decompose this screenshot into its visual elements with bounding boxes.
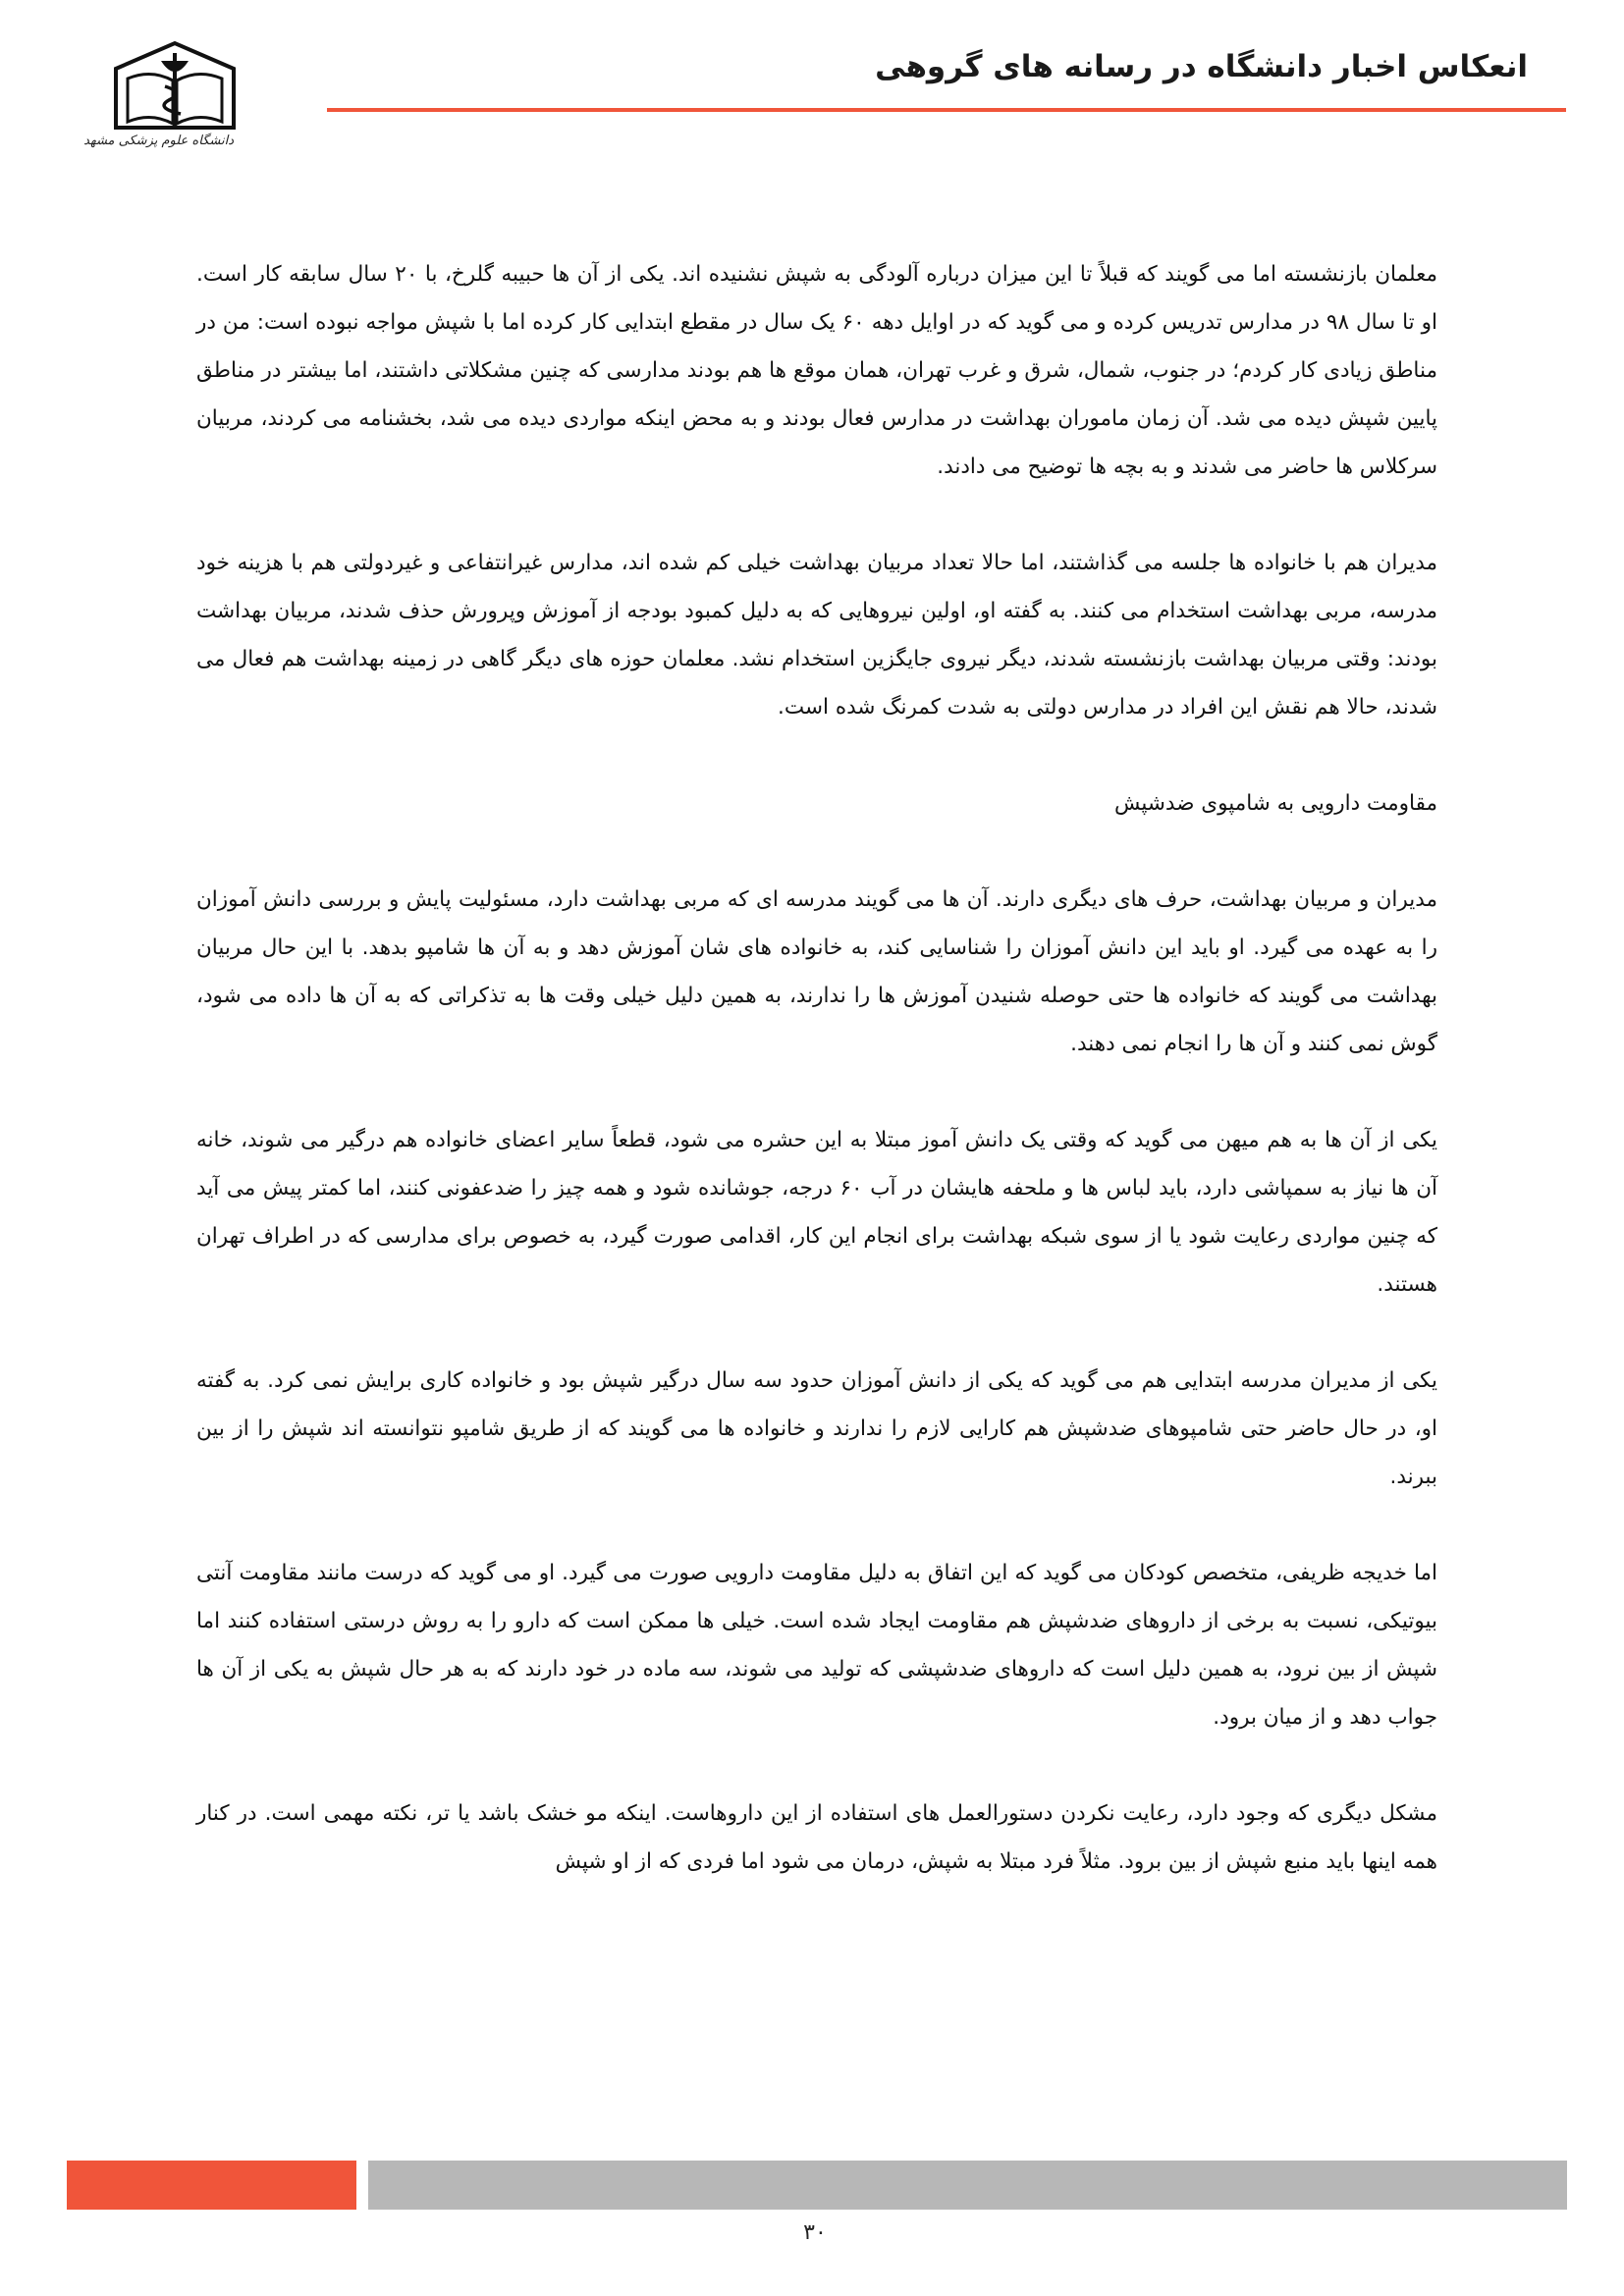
university-emblem-icon xyxy=(106,39,244,137)
paragraph: معلمان بازنشسته اما می گویند که قبلاً تا این میزان درباره آلودگی به شپش نشنیده اند. یکی از آن ها حبیبه گلرخ، با ۲۰ سال سابقه کار است. او تا سال ۹۸ در مدارس تدریس کرده و می گوید که در اوایل دهه ۶۰ یک سال در مقطع ابتدایی کار کرده اما با شپش مواجه نبوده است: من در مناطق زیادی کار کردم؛ در جنوب، شمال، شرق و غرب تهران، همان موقع ها هم بودند مدارسی که چنین مشکلاتی داشتند، اما بیشتر در مناطق پایین شپش دیده می شد. آن زمان ماموران بهداشت در مدارس فعال بودند و به محض اینکه مواردی دیده می شد، بخشنامه می کردند، مربیان سرکلاس ها حاضر می شدند و به بچه ها توضیح می دادند. xyxy=(196,262,1437,479)
footer-gray-bar xyxy=(368,2161,1567,2210)
paragraph: مشکل دیگری که وجود دارد، رعایت نکردن دستورالعمل های استفاده از این داروهاست. اینکه مو خشک باشد یا تر، نکته مهمی است. در کنار همه اینها باید منبع شپش از بین برود. مثلاً فرد مبتلا به شپش، درمان می شود اما فردی که از او شپش xyxy=(196,1801,1437,1874)
footer-accent-bar xyxy=(67,2161,356,2210)
paragraph: اما خدیجه ظریفی، متخصص کودکان می گوید که این اتفاق به دلیل مقاومت دارویی صورت می گیرد. او می گوید که درست مانند مقاومت آنتی بیوتیکی، نسبت به برخی از داروهای ضدشپش هم مقاومت ایجاد شده است. خیلی ها ممکن است که دارو را به روش درستی استفاده کنند اما شپش از بین نرود، به همین دلیل است که داروهای ضدشپشی که تولید می شوند، سه ماده در خود دارند که به هر حال شپش به یکی از آن ها جواب دهد و از میان برود. xyxy=(196,1561,1437,1730)
section-heading: مقاومت دارویی به شامپوی ضدشپش xyxy=(1114,791,1437,816)
paragraph: مدیران هم با خانواده ها جلسه می گذاشتند، اما حالا تعداد مربیان بهداشت خیلی کم شده اند، مدارس غیرانتفاعی و غیردولتی هم با هزینه خود مدرسه، مربی بهداشت استخدام می کنند. به گفته او، اولین نیروهایی که به دلیل کمبود بودجه از آموزش وپرورش حذف شدند، مربیان بهداشت بودند: وقتی مربیان بهداشت بازنشسته شدند، دیگر نیروی جایگزین استخدام نشد. معلمان حوزه های دیگر گاهی در زمینه بهداشت هم فعال می شدند، حالا هم نقش این افراد در مدارس دولتی به شدت کمرنگ شده است. xyxy=(196,551,1437,720)
page-header-title: انعکاس اخبار دانشگاه در رسانه های گروهی xyxy=(875,49,1528,84)
header-divider xyxy=(327,108,1566,112)
paragraph: یکی از آن ها به هم میهن می گوید که وقتی یک دانش آموز مبتلا به این حشره می شود، قطعاً سایر اعضای خانواده هم درگیر می شوند، خانه آن ها نیاز به سمپاشی دارد، باید لباس ها و ملحفه هایشان در آب ۶۰ درجه، جوشانده شود و همه چیز را ضدعفونی کنند، اما کمتر پیش می آید که چنین مواردی رعایت شود یا از سوی شبکه بهداشت برای انجام این کار، اقدامی صورت گیرد، به خصوص برای مدارسی که در اطراف تهران هستند. xyxy=(196,1128,1437,1297)
page-number: ۳۰ xyxy=(803,2220,827,2245)
university-logo xyxy=(83,39,244,163)
logo-caption: دانشگاه علوم پزشکی مشهد xyxy=(83,133,234,148)
paragraph: یکی از مدیران مدرسه ابتدایی هم می گوید که یکی از دانش آموزان حدود سه سال درگیر شپش بود و خانواده کاری برایش نمی کرد. به گفته او، در حال حاضر حتی شامپوهای ضدشپش هم کارایی لازم را ندارند و خانواده ها می گویند که از طریق شامپو نتوانسته اند شپش را از بین ببرند. xyxy=(196,1368,1437,1489)
article-body xyxy=(196,250,1437,1934)
paragraph: مدیران و مربیان بهداشت، حرف های دیگری دارند. آن ها می گویند مدرسه ای که مربی بهداشت دارد، مسئولیت پایش و بررسی دانش آموزان را به عهده می گیرد. او باید این دانش آموزان را شناسایی کند، به خانواده های شان آموزش دهد و به آن ها شامپو بدهد. با این حال مربیان بهداشت می گویند که خانواده ها حتی حوصله شنیدن آموزش ها را ندارند، به همین دلیل خیلی وقت ها به تذکراتی که به آن ها داده می شود، گوش نمی کنند و آن ها را انجام نمی دهند. xyxy=(196,887,1437,1056)
